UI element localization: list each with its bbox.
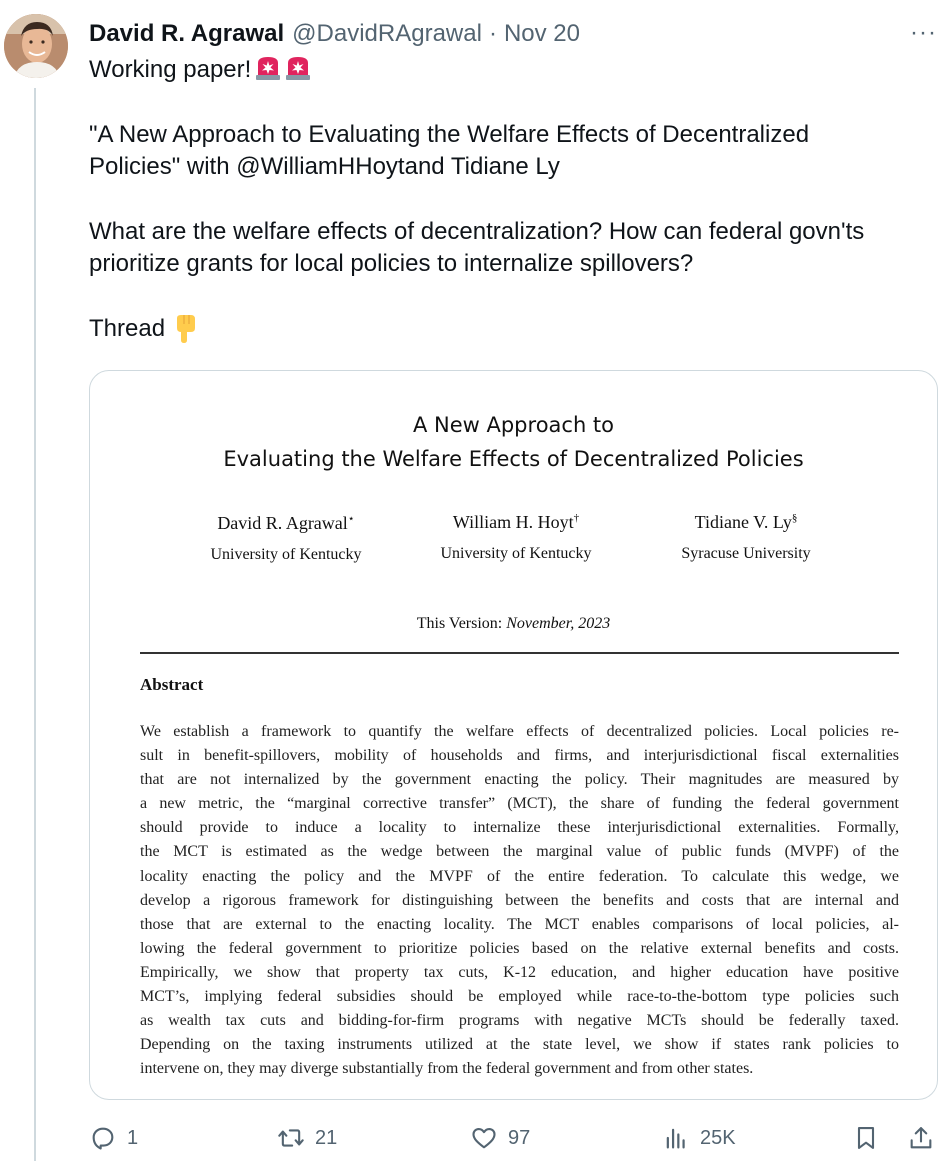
- paper-author-1: [200, 512, 372, 564]
- tweet-line-1: [89, 54, 934, 86]
- author-3-mark: §: [791, 512, 798, 524]
- tweet-header: [89, 17, 937, 51]
- views-chart-icon: [662, 1124, 690, 1152]
- author-3-name: Tidiane V. Ly: [694, 512, 792, 532]
- paper-author-3: [666, 512, 826, 563]
- author-3-affiliation: Syracuse University: [681, 545, 811, 562]
- more-options-icon[interactable]: ···: [910, 19, 937, 46]
- repost-icon: [277, 1124, 305, 1152]
- avatar-photo: [4, 14, 68, 78]
- abstract-line: We establish a framework to quantify the welfare effects of decentralized policies. Local policies re-: [140, 723, 899, 740]
- abstract-body: [140, 720, 899, 1081]
- abstract-line: MCT’s, implying federal subsidies should be employed while race-to-the-bottom type policies such: [140, 988, 899, 1006]
- author-name[interactable]: David R. Agrawal: [89, 20, 285, 47]
- version-date: November, 2023: [506, 615, 611, 632]
- paper-version: [90, 615, 937, 633]
- tweet-actions-bar: [89, 1120, 939, 1156]
- repost-count: 21: [315, 1126, 338, 1149]
- thread-connector-line: [34, 88, 36, 1161]
- tweet-line-1-text: Working paper!: [89, 56, 252, 83]
- reply-button[interactable]: [89, 1120, 138, 1156]
- abstract-line: intervene on, they may diverge substantially from the federal government and from other states.: [140, 1060, 754, 1078]
- share-icon: [907, 1124, 935, 1152]
- paper-image-card[interactable]: [89, 370, 938, 1100]
- author-2-mark: †: [573, 512, 580, 524]
- share-button[interactable]: [907, 1120, 935, 1156]
- reply-count: 1: [127, 1126, 139, 1149]
- abstract-line: lowing the federal government to prioritize policies based on the relative external benefits and costs.: [140, 939, 899, 957]
- reply-icon: [89, 1124, 117, 1152]
- pointing-down-icon: [171, 314, 197, 344]
- date-separator: ·: [488, 20, 497, 47]
- abstract-line: as wealth tax cuts and bidding-for-firm programs with negative MCTs should be federally taxed.: [140, 1012, 899, 1030]
- abstract-heading: Abstract: [140, 675, 204, 694]
- abstract-line: sult in benefit-spillovers, mobility of households and firms, and interjurisdictional fiscal externalities: [140, 747, 899, 765]
- abstract-line: locality enacting the policy and the MVPF of the entire federation. To calculate this wedge, we: [140, 867, 899, 885]
- like-count: 97: [508, 1126, 531, 1149]
- tweet-line-4-text: Thread: [89, 315, 166, 342]
- abstract-line: a new metric, the “marginal corrective transfer” (MCT), the share of funding the federal government: [140, 795, 899, 813]
- tweet-line-3b: prioritize grants for local policies to internalize spillovers?: [89, 250, 694, 277]
- author-2-name: William H. Hoyt: [452, 512, 574, 532]
- abstract-line: Empirically, we show that property tax cuts, K-12 education, and higher education have positive: [140, 963, 899, 981]
- tweet-line-3a: What are the welfare effects of decentralization? How can federal govn'ts: [89, 218, 865, 245]
- siren-icon: [255, 55, 281, 81]
- abstract-line: should provide to induce a locality to internalize these interjurisdictional externalities. Formally,: [140, 819, 899, 837]
- abstract-line: that are not internalized by the government enacting the policy. Their magnitudes are measured by: [140, 771, 899, 789]
- repost-button[interactable]: [277, 1120, 337, 1156]
- tweet-line-4: [89, 313, 934, 345]
- heart-icon: [470, 1124, 498, 1152]
- bookmark-icon: [852, 1124, 880, 1152]
- author-handle[interactable]: @DavidRAgrawal: [292, 20, 482, 47]
- avatar[interactable]: [4, 14, 68, 78]
- abstract-line: those that are external to the enacting locality. The MCT enables comparisons of local policies, al-: [140, 915, 899, 933]
- siren-icon: [285, 55, 311, 81]
- abstract-line: develop a rigorous framework for distinguishing between the benefits and costs that are internal and: [140, 891, 899, 909]
- author-2-affiliation: University of Kentucky: [440, 545, 592, 562]
- paper-title-line-1: A New Approach to: [412, 413, 615, 437]
- views-count: 25K: [700, 1126, 736, 1149]
- tweet-line-2a: "A New Approach to Evaluating the Welfare Effects of Decentralized: [89, 121, 810, 148]
- like-button[interactable]: [470, 1120, 530, 1156]
- author-1-affiliation: University of Kentucky: [210, 546, 362, 563]
- views-button[interactable]: [662, 1120, 736, 1156]
- paper-divider: [140, 652, 899, 654]
- bookmark-button[interactable]: [852, 1120, 880, 1156]
- tweet-text: [89, 54, 934, 345]
- version-label: This Version:: [416, 615, 503, 632]
- author-1-name: David R. Agrawal: [217, 513, 348, 533]
- abstract-line: Depending on the taxing instruments utilized at the state level, we show if states rank policies to: [140, 1036, 899, 1054]
- tweet-line-2b: Policies" with @WilliamHHoytand Tidiane Ly: [89, 153, 560, 180]
- paper-author-2: [425, 512, 607, 563]
- tweet-date[interactable]: Nov 20: [503, 20, 580, 47]
- abstract-line: the MCT is estimated as the wedge between the marginal value of public funds (MVPF) of the: [140, 843, 899, 861]
- author-1-mark: ⋆: [347, 513, 355, 525]
- paper-title-line-2: Evaluating the Welfare Effects of Decentralized Policies: [223, 447, 804, 471]
